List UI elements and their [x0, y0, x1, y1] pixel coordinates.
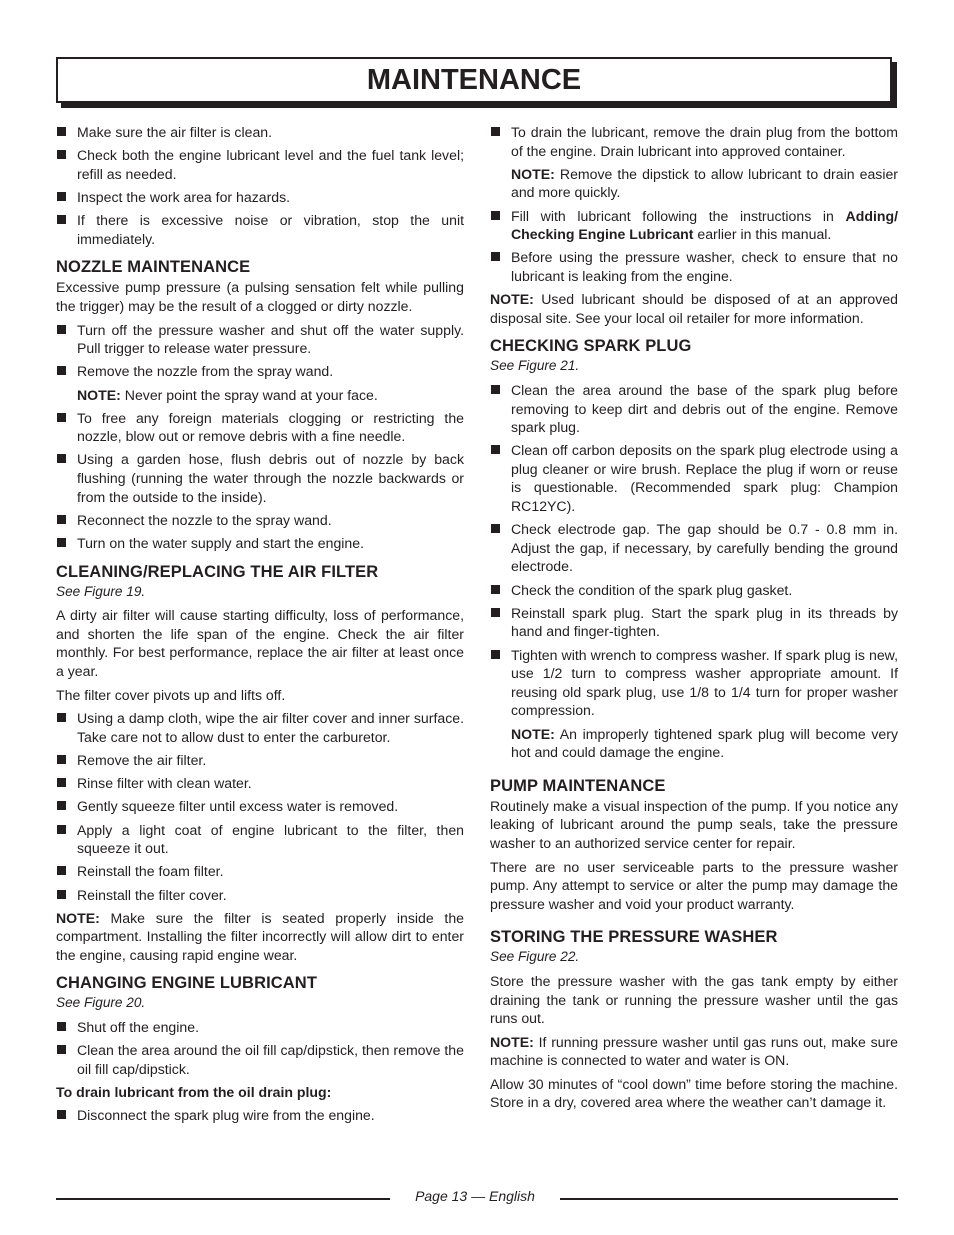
square-bullet-icon	[57, 890, 66, 899]
page-header	[56, 57, 892, 103]
page-footer	[56, 1188, 898, 1208]
list-item: To drain the lubricant, remove the drain plug from the bottom of the engine. Drain lubricant into approved container.	[490, 123, 898, 160]
square-bullet-icon	[57, 713, 66, 722]
square-bullet-icon	[491, 585, 500, 594]
pump-paragraph: Routinely make a visual inspection of the pump. If you notice any leaking of lubricant around the pump seals, take the pressure washer to an authorized service center for repair.	[490, 797, 898, 851]
square-bullet-icon	[57, 515, 66, 524]
square-bullet-icon	[491, 385, 500, 394]
list-item: Before using the pressure washer, check to ensure that no lubricant is leaking from the engine.	[490, 248, 898, 285]
storing-paragraph: Allow 30 minutes of “cool down” time before storing the machine. Store in a dry, covered area where the weather can’t damage it.	[490, 1075, 898, 1111]
drain-note: NOTE: Remove the dipstick to allow lubricant to drain easier and more quickly.	[511, 165, 898, 201]
air-filter-list	[56, 709, 464, 904]
list-item: Turn off the pressure washer and shut off the water supply. Pull trigger to release water pressure.	[56, 321, 464, 358]
square-bullet-icon	[57, 366, 66, 375]
list-item: Tighten with wrench to compress washer. If spark plug is new, use 1/2 turn to compress washer appropriate amount. If reusing old spark plug, use 1/8 to 1/4 turn for proper washer compression.	[490, 646, 898, 720]
square-bullet-icon	[57, 801, 66, 810]
page-number: Page 13 — English	[415, 1188, 535, 1204]
square-bullet-icon	[57, 1110, 66, 1119]
section-heading-spark-plug: CHECKING SPARK PLUG	[490, 337, 692, 356]
drain-continued-list	[490, 123, 898, 286]
figure-reference: See Figure 19.	[56, 583, 146, 599]
list-item: Clean the area around the oil fill cap/dipstick, then remove the oil fill cap/dipstick.	[56, 1041, 464, 1078]
page-title: MAINTENANCE	[366, 63, 582, 96]
square-bullet-icon	[57, 825, 66, 834]
square-bullet-icon	[57, 325, 66, 334]
list-item: Shut off the engine.	[56, 1018, 464, 1037]
drain-subheading: To drain lubricant from the oil drain plug:	[56, 1084, 332, 1101]
section-heading-lubricant: CHANGING ENGINE LUBRICANT	[56, 974, 317, 993]
list-item: If there is excessive noise or vibration, stop the unit immediately.	[56, 211, 464, 248]
square-bullet-icon	[491, 211, 500, 220]
drain-list	[56, 1106, 464, 1125]
air-filter-paragraph: A dirty air filter will cause starting difficulty, loss of performance, and shorten the life span of the engine. Check the air filter monthly. For best performance, replace the air filter at least once a year.	[56, 607, 464, 679]
storing-note: NOTE: If running pressure washer until gas runs out, make sure machine is connected to water and water is ON.	[490, 1033, 898, 1069]
list-item: Inspect the work area for hazards.	[56, 188, 464, 207]
square-bullet-icon	[57, 215, 66, 224]
list-item: Using a damp cloth, wipe the air filter cover and inner surface. Take care not to allow dust to enter the carburetor.	[56, 709, 464, 746]
spark-plug-note: NOTE: An improperly tightened spark plug will become very hot and could damage the engine.	[511, 725, 898, 761]
section-heading-pump: PUMP MAINTENANCE	[490, 776, 666, 795]
right-column	[490, 123, 898, 1117]
air-filter-paragraph: The filter cover pivots up and lifts off.	[56, 686, 286, 703]
square-bullet-icon	[57, 413, 66, 422]
list-item: Clean off carbon deposits on the spark plug electrode using a plug cleaner or wire brush. Replace the plug if worn or reuse is questionable. (Recommended spark plug: Champion RC12YC).	[490, 441, 898, 515]
list-item: Turn on the water supply and start the engine.	[56, 534, 464, 553]
square-bullet-icon	[491, 608, 500, 617]
square-bullet-icon	[57, 1022, 66, 1031]
storing-paragraph: Store the pressure washer with the gas tank empty by either draining the tank or running the pressure washer until the gas runs out.	[490, 972, 898, 1027]
pump-paragraph: There are no user serviceable parts to the pressure washer pump. Any attempt to service or alter the pump may damage the pressure washer and void your product warranty.	[490, 858, 898, 912]
nozzle-paragraph: Excessive pump pressure (a pulsing sensation felt while pulling the trigger) may be the result of a clogged or dirty nozzle.	[56, 279, 464, 314]
nozzle-note: NOTE: Never point the spray wand at your face.	[77, 386, 378, 403]
square-bullet-icon	[57, 538, 66, 547]
square-bullet-icon	[491, 252, 500, 261]
list-item: To free any foreign materials clogging or restricting the nozzle, blow out or remove debris with a fine needle.	[56, 409, 464, 446]
figure-reference: See Figure 21.	[490, 358, 580, 374]
list-item: Reinstall the foam filter.	[56, 862, 464, 881]
list-item: Check both the engine lubricant level and the fuel tank level; refill as needed.	[56, 146, 464, 183]
lubricant-list	[56, 1018, 464, 1078]
air-filter-note: NOTE: Make sure the filter is seated properly inside the compartment. Installing the filter incorrectly will allow dirt to enter the engine, causing rapid engine wear.	[56, 909, 464, 963]
list-item: Remove the air filter.	[56, 751, 464, 770]
list-item: Check the condition of the spark plug gasket.	[490, 581, 898, 600]
list-item: Disconnect the spark plug wire from the engine.	[56, 1106, 464, 1125]
intro-list	[56, 123, 464, 248]
footer-rule	[56, 1198, 390, 1200]
list-item: Reconnect the nozzle to the spray wand.	[56, 511, 464, 530]
square-bullet-icon	[57, 1045, 66, 1054]
square-bullet-icon	[491, 650, 500, 659]
list-item: Reinstall spark plug. Start the spark plug in its threads by hand and finger-tighten.	[490, 604, 898, 641]
square-bullet-icon	[57, 150, 66, 159]
square-bullet-icon	[57, 192, 66, 201]
footer-rule	[560, 1198, 898, 1200]
list-item: Make sure the air filter is clean.	[56, 123, 464, 142]
list-item: Gently squeeze filter until excess water is removed.	[56, 797, 464, 816]
square-bullet-icon	[57, 454, 66, 463]
list-item: Using a garden hose, flush debris out of nozzle by back flushing (running the water through the nozzle backwards or from the outside to the inside).	[56, 450, 464, 506]
square-bullet-icon	[57, 755, 66, 764]
list-item: Reinstall the filter cover.	[56, 886, 464, 905]
list-item: Clean the area around the base of the spark plug before removing to keep dirt and debris out of the engine. Remove spark plug.	[490, 381, 898, 437]
list-item: Apply a light coat of engine lubricant to the filter, then squeeze it out.	[56, 821, 464, 858]
section-heading-air-filter: CLEANING/REPLACING THE AIR FILTER	[56, 562, 379, 581]
square-bullet-icon	[57, 127, 66, 136]
square-bullet-icon	[491, 524, 500, 533]
spark-plug-list	[490, 381, 898, 762]
list-item: Fill with lubricant following the instructions in Adding/ Checking Engine Lubricant earlier in this manual.	[490, 207, 898, 244]
list-item: Rinse filter with clean water.	[56, 774, 464, 793]
list-item: Remove the nozzle from the spray wand.	[56, 362, 464, 381]
square-bullet-icon	[491, 127, 500, 136]
square-bullet-icon	[57, 778, 66, 787]
section-heading-nozzle: NOZZLE MAINTENANCE	[56, 258, 251, 277]
figure-reference: See Figure 22.	[490, 949, 580, 965]
square-bullet-icon	[57, 866, 66, 875]
figure-reference: See Figure 20.	[56, 995, 146, 1011]
nozzle-list	[56, 321, 464, 553]
used-lubricant-note: NOTE: Used lubricant should be disposed of at an approved disposal site. See your local oil retailer for more information.	[490, 291, 898, 326]
left-column	[56, 123, 464, 1129]
list-item: Check electrode gap. The gap should be 0.7 - 0.8 mm in. Adjust the gap, if necessary, by carefully bending the ground electrode.	[490, 520, 898, 576]
section-heading-storing: STORING THE PRESSURE WASHER	[490, 928, 778, 947]
square-bullet-icon	[491, 445, 500, 454]
